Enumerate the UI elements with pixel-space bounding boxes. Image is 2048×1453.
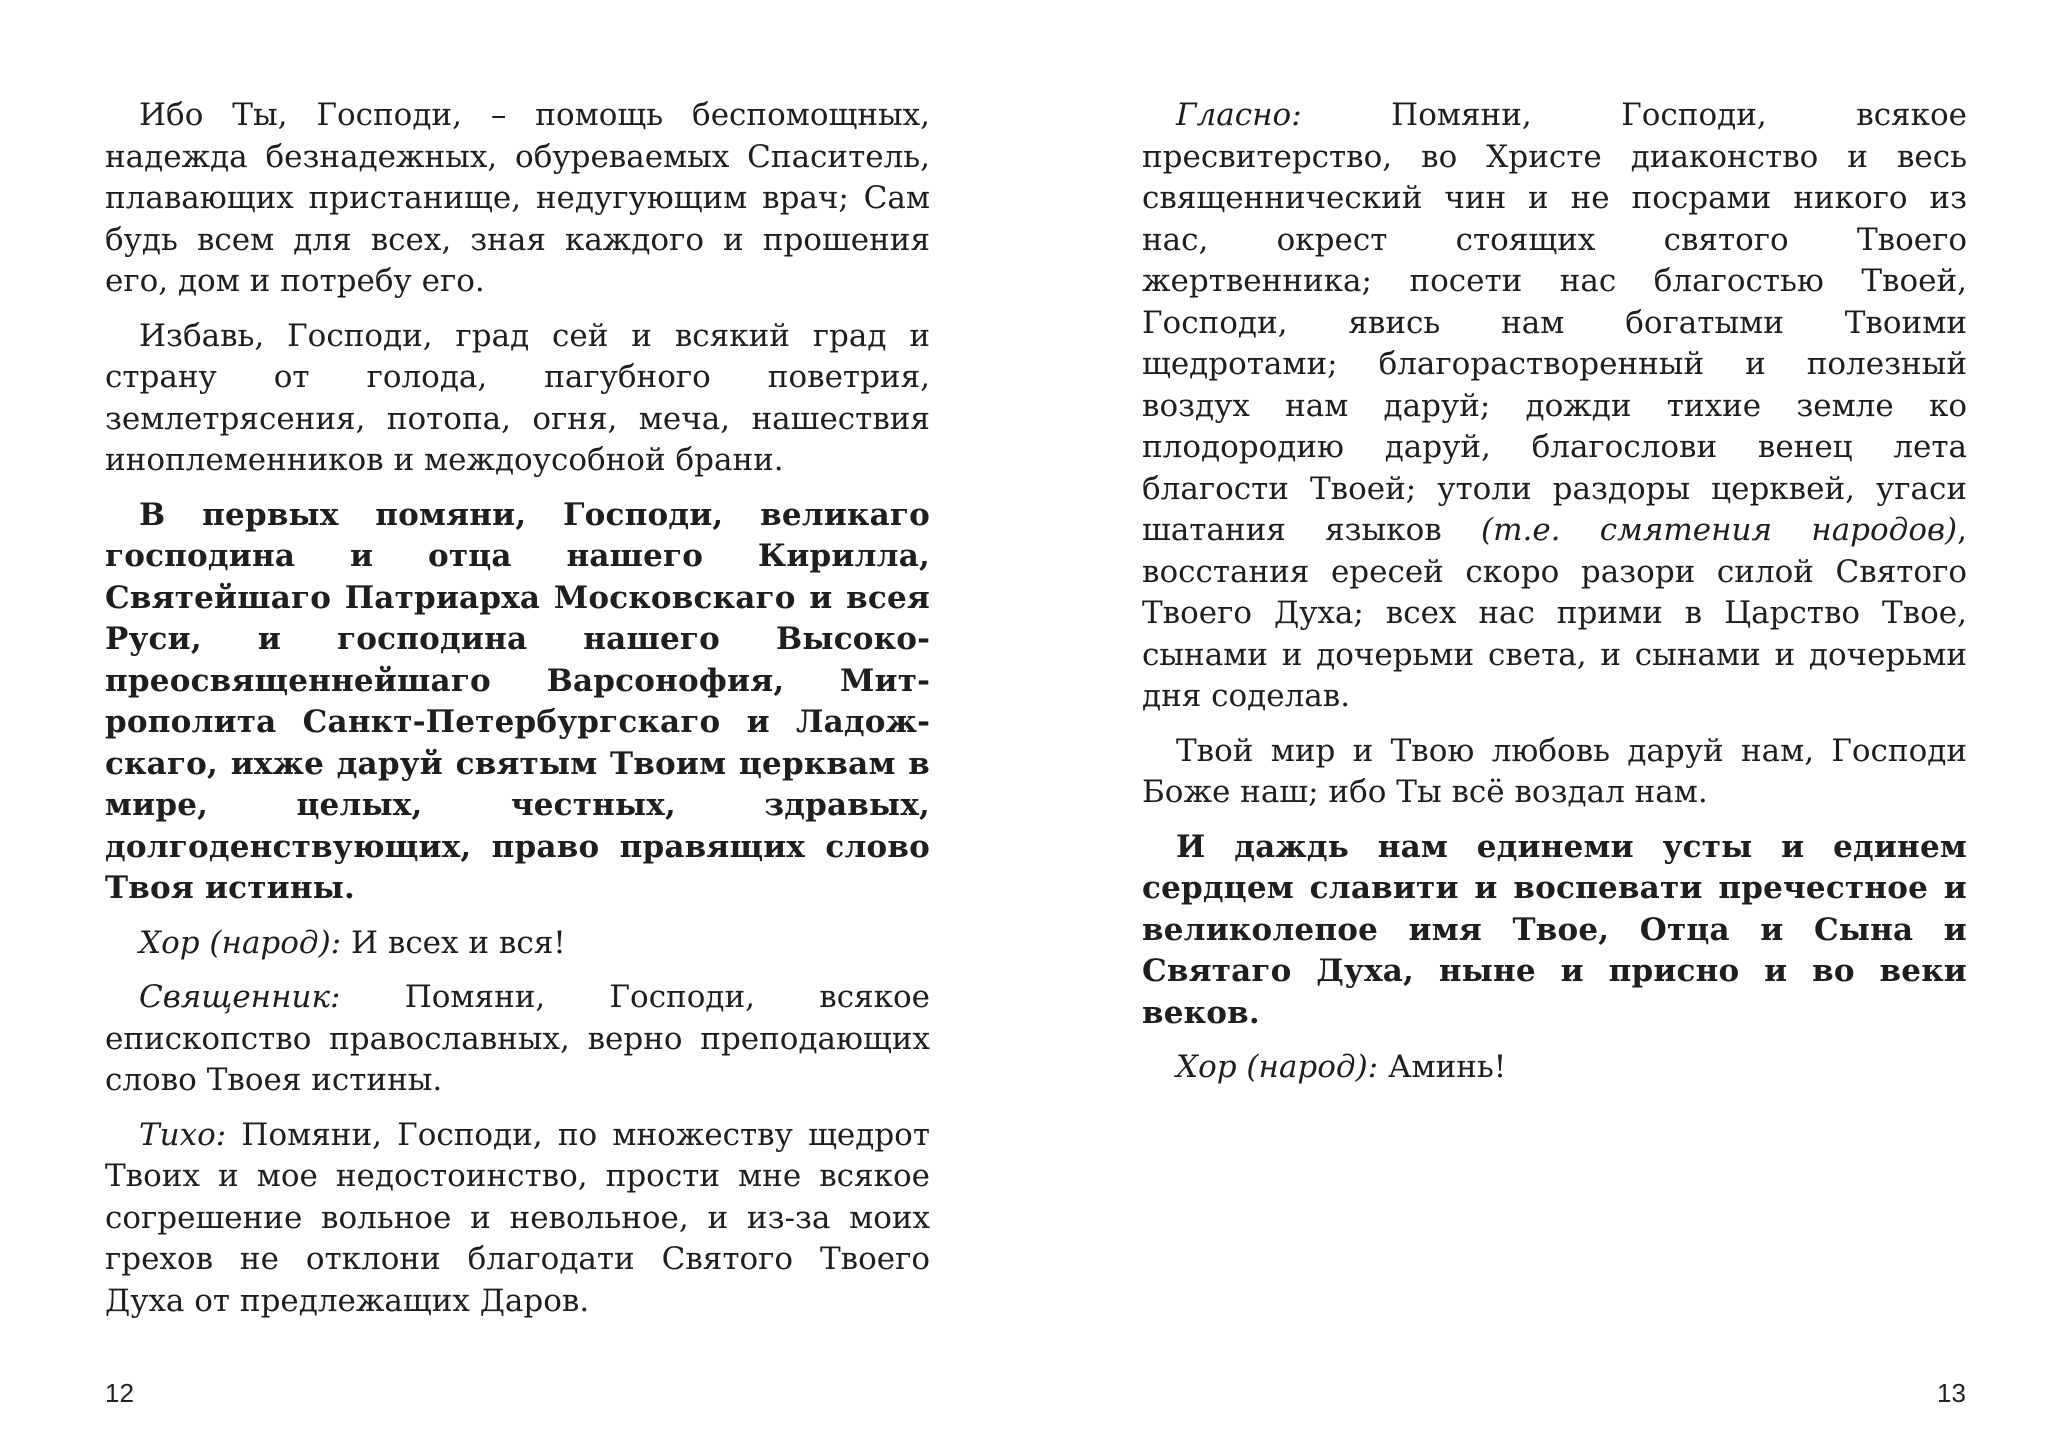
paragraph-priest [105,977,930,1102]
right-page [1142,95,1967,1102]
paragraph-quietly [105,1115,930,1323]
paragraph-doxology: И даждь нам единеми усты и единем сердцем славити и воспевати пречестное и великолепое имя Твое, Отца и Сына и Святаго Духа, ныне и присно и во веки веков. [1142,828,1967,1031]
paragraph-commemorate-patriarch: В первых помяни, Господи, великаго господина и отца нашего Кирилла, Святейшаго Патриарха Московскаго и всея Руси, и господина нашего Высокопреосвященнейшаго Варсонофия, Митрополита Санкт-Петербургскаго и Ладожскаго, ихже даруй святым Твоим церквам в мире, целых, честных, здравых, долгоденствующих, право правящих слово Твоя истины. [105,496,930,906]
aloud-italic-note: (т.е. смятения народов) [1480,512,1958,548]
choir-text: И всех и вся! [341,924,566,961]
page-number-right: 13 [1937,1378,1966,1408]
paragraph-deliver-city: Избавь, Господи, град сей и всякий град и страну от голода, пагубного поветрия, землетрясения, потопа, огня, меча, нашествия иноплеменников и междоусобной брани. [105,317,930,478]
aloud-text-b: , восстания ересей скоро разори силой Святого Твоего Духа; всех нас прими в Царство Твое, сынами и дочерьми света, и сынами и дочерьми дня соделав. [1142,512,1967,714]
speaker-label: Хор (народ): [139,924,342,961]
paragraph-peace-love: Твой мир и Твою любовь даруй нам, Господи Боже наш; ибо Ты всё воздал нам. [1142,732,1967,810]
paragraph-aloud [1142,95,1967,718]
paragraph-choir-amen [1142,1047,1967,1089]
speaker-label: Гласно: [1176,97,1302,133]
paragraph-help-prayer: Ибо Ты, Господи, – помощь беспомощных, надежда безнадежных, обуреваемых Спаситель, плавающих пристанище, недугующим врач; Сам будь всем для всех, зная каждого и прошения его, дом и потребу его. [105,97,930,299]
left-page [105,95,930,1335]
speaker-label: Священник: [139,979,341,1015]
speaker-label: Тихо: [139,1116,227,1153]
page-number-left: 12 [105,1378,134,1408]
quiet-text: Помяни, Господи, по множеству щедрот Твоих и мое недостоинство, прости мне всякое согрешение вольное и невольное, и из-за моих грехов не отклони благодати Святого Твоего Духа от предлежащих Даров. [105,1116,930,1319]
paragraph-choir-response [105,923,930,965]
aloud-text-a: Помяни, Господи, всякое пресвитерство, во Христе диаконство и весь священнический чин и не посрами никого из нас, окрест стоящих святого Твоего жертвенника; посети нас благостью Твоей, Господи, явись нам богатыми Твоими щедротами; благорастворенный и полезный воздух нам даруй; дожди тихие земле ко плодородию даруй, благослови венец лета благости Твоей; утоли раздоры церквей, угаси шатания языков [1142,97,1967,548]
speaker-label: Хор (народ): [1176,1049,1379,1085]
amen-text: Аминь! [1378,1049,1507,1085]
priest-text: Помяни, Господи, всякое епископство православных, верно преподающих слово Твоея истины. [105,979,930,1098]
